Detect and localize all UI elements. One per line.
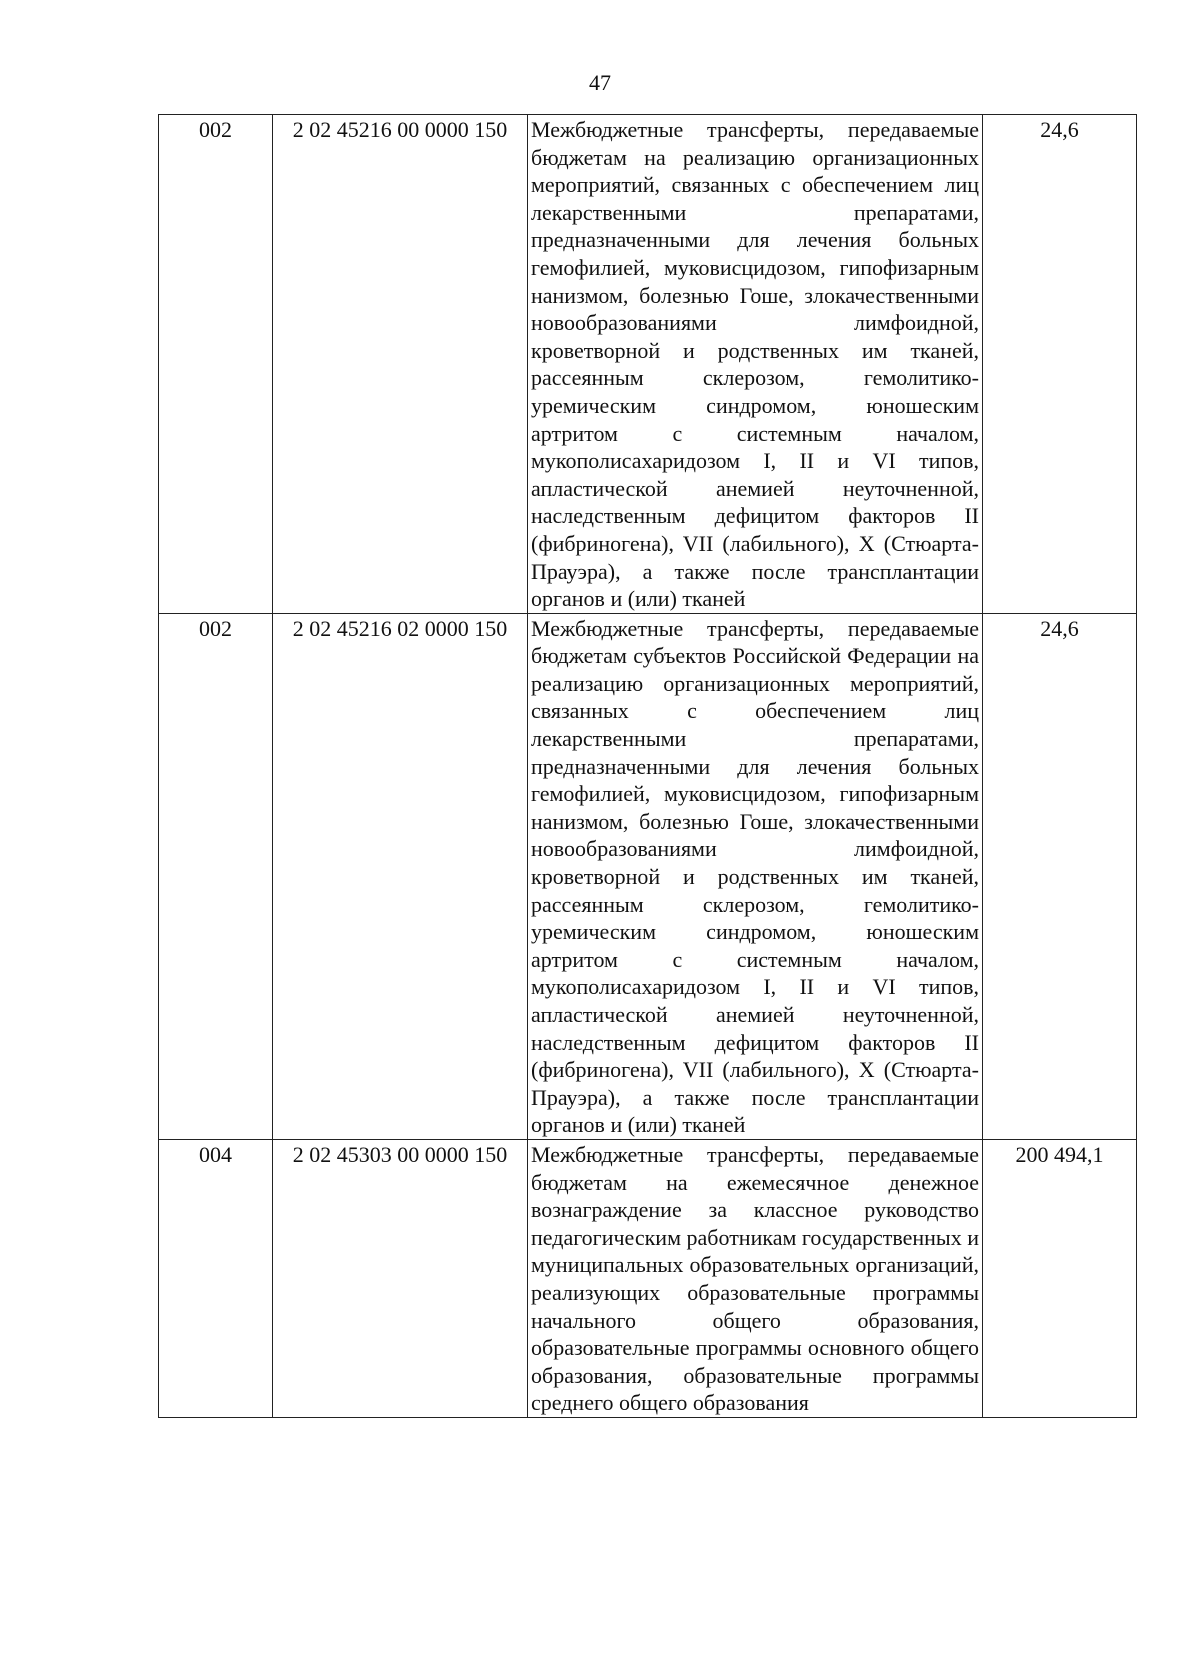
table-row <box>159 613 1137 1139</box>
admin-code-cell: 002 <box>159 115 273 614</box>
income-name-cell: Межбюджетные трансферты, передаваемые бюджетам на ежемесячное денежное вознаграждение за классное руководство педагогическим работникам государственных и муниципальных образовательных организаций, реализующих образовательные программы начального общего образования, образовательные программы основного общего образования, образовательные программы среднего общего образования <box>528 1139 983 1417</box>
page-number: 47 <box>589 70 611 95</box>
amount-cell: 24,6 <box>983 613 1137 1139</box>
amount-cell: 200 494,1 <box>983 1139 1137 1417</box>
budget-income-table <box>158 114 1137 1418</box>
income-code-cell: 2 02 45216 00 0000 150 <box>273 115 528 614</box>
admin-code-cell: 004 <box>159 1139 273 1417</box>
admin-code-cell: 002 <box>159 613 273 1139</box>
income-name-cell: Межбюджетные трансферты, передаваемые бюджетам субъектов Российской Федерации на реализацию организационных мероприятий, связанных с обеспечением лиц лекарственными препаратами, предназначенными для лечения больных гемофилией, муковисцидозом, гипофизарным нанизмом, болезнью Гоше, злокачественными новообразованиями лимфоидной, кроветворной и родственных им тканей, рассеянным склерозом, гемолитико-уремическим синдромом, юношеским артритом с системным началом, мукополисахаридозом I, II и VI типов, апластической анемией неуточненной, наследственным дефицитом факторов II (фибриногена), VII (лабильного), X (Стюарта-Прауэра), а также после трансплантации органов и (или) тканей <box>528 613 983 1139</box>
income-code-cell: 2 02 45216 02 0000 150 <box>273 613 528 1139</box>
table-row <box>159 1139 1137 1417</box>
table-row <box>159 115 1137 614</box>
income-code-cell: 2 02 45303 00 0000 150 <box>273 1139 528 1417</box>
income-name-cell: Межбюджетные трансферты, передаваемые бюджетам на реализацию организационных мероприятий, связанных с обеспечением лиц лекарственными препаратами, предназначенными для лечения больных гемофилией, муковисцидозом, гипофизарным нанизмом, болезнью Гоше, злокачественными новообразованиями лимфоидной, кроветворной и родственных им тканей, рассеянным склерозом, гемолитико-уремическим синдромом, юношеским артритом с системным началом, мукополисахаридозом I, II и VI типов, апластической анемией неуточненной, наследственным дефицитом факторов II (фибриногена), VII (лабильного), X (Стюарта-Прауэра), а также после трансплантации органов и (или) тканей <box>528 115 983 614</box>
amount-cell: 24,6 <box>983 115 1137 614</box>
